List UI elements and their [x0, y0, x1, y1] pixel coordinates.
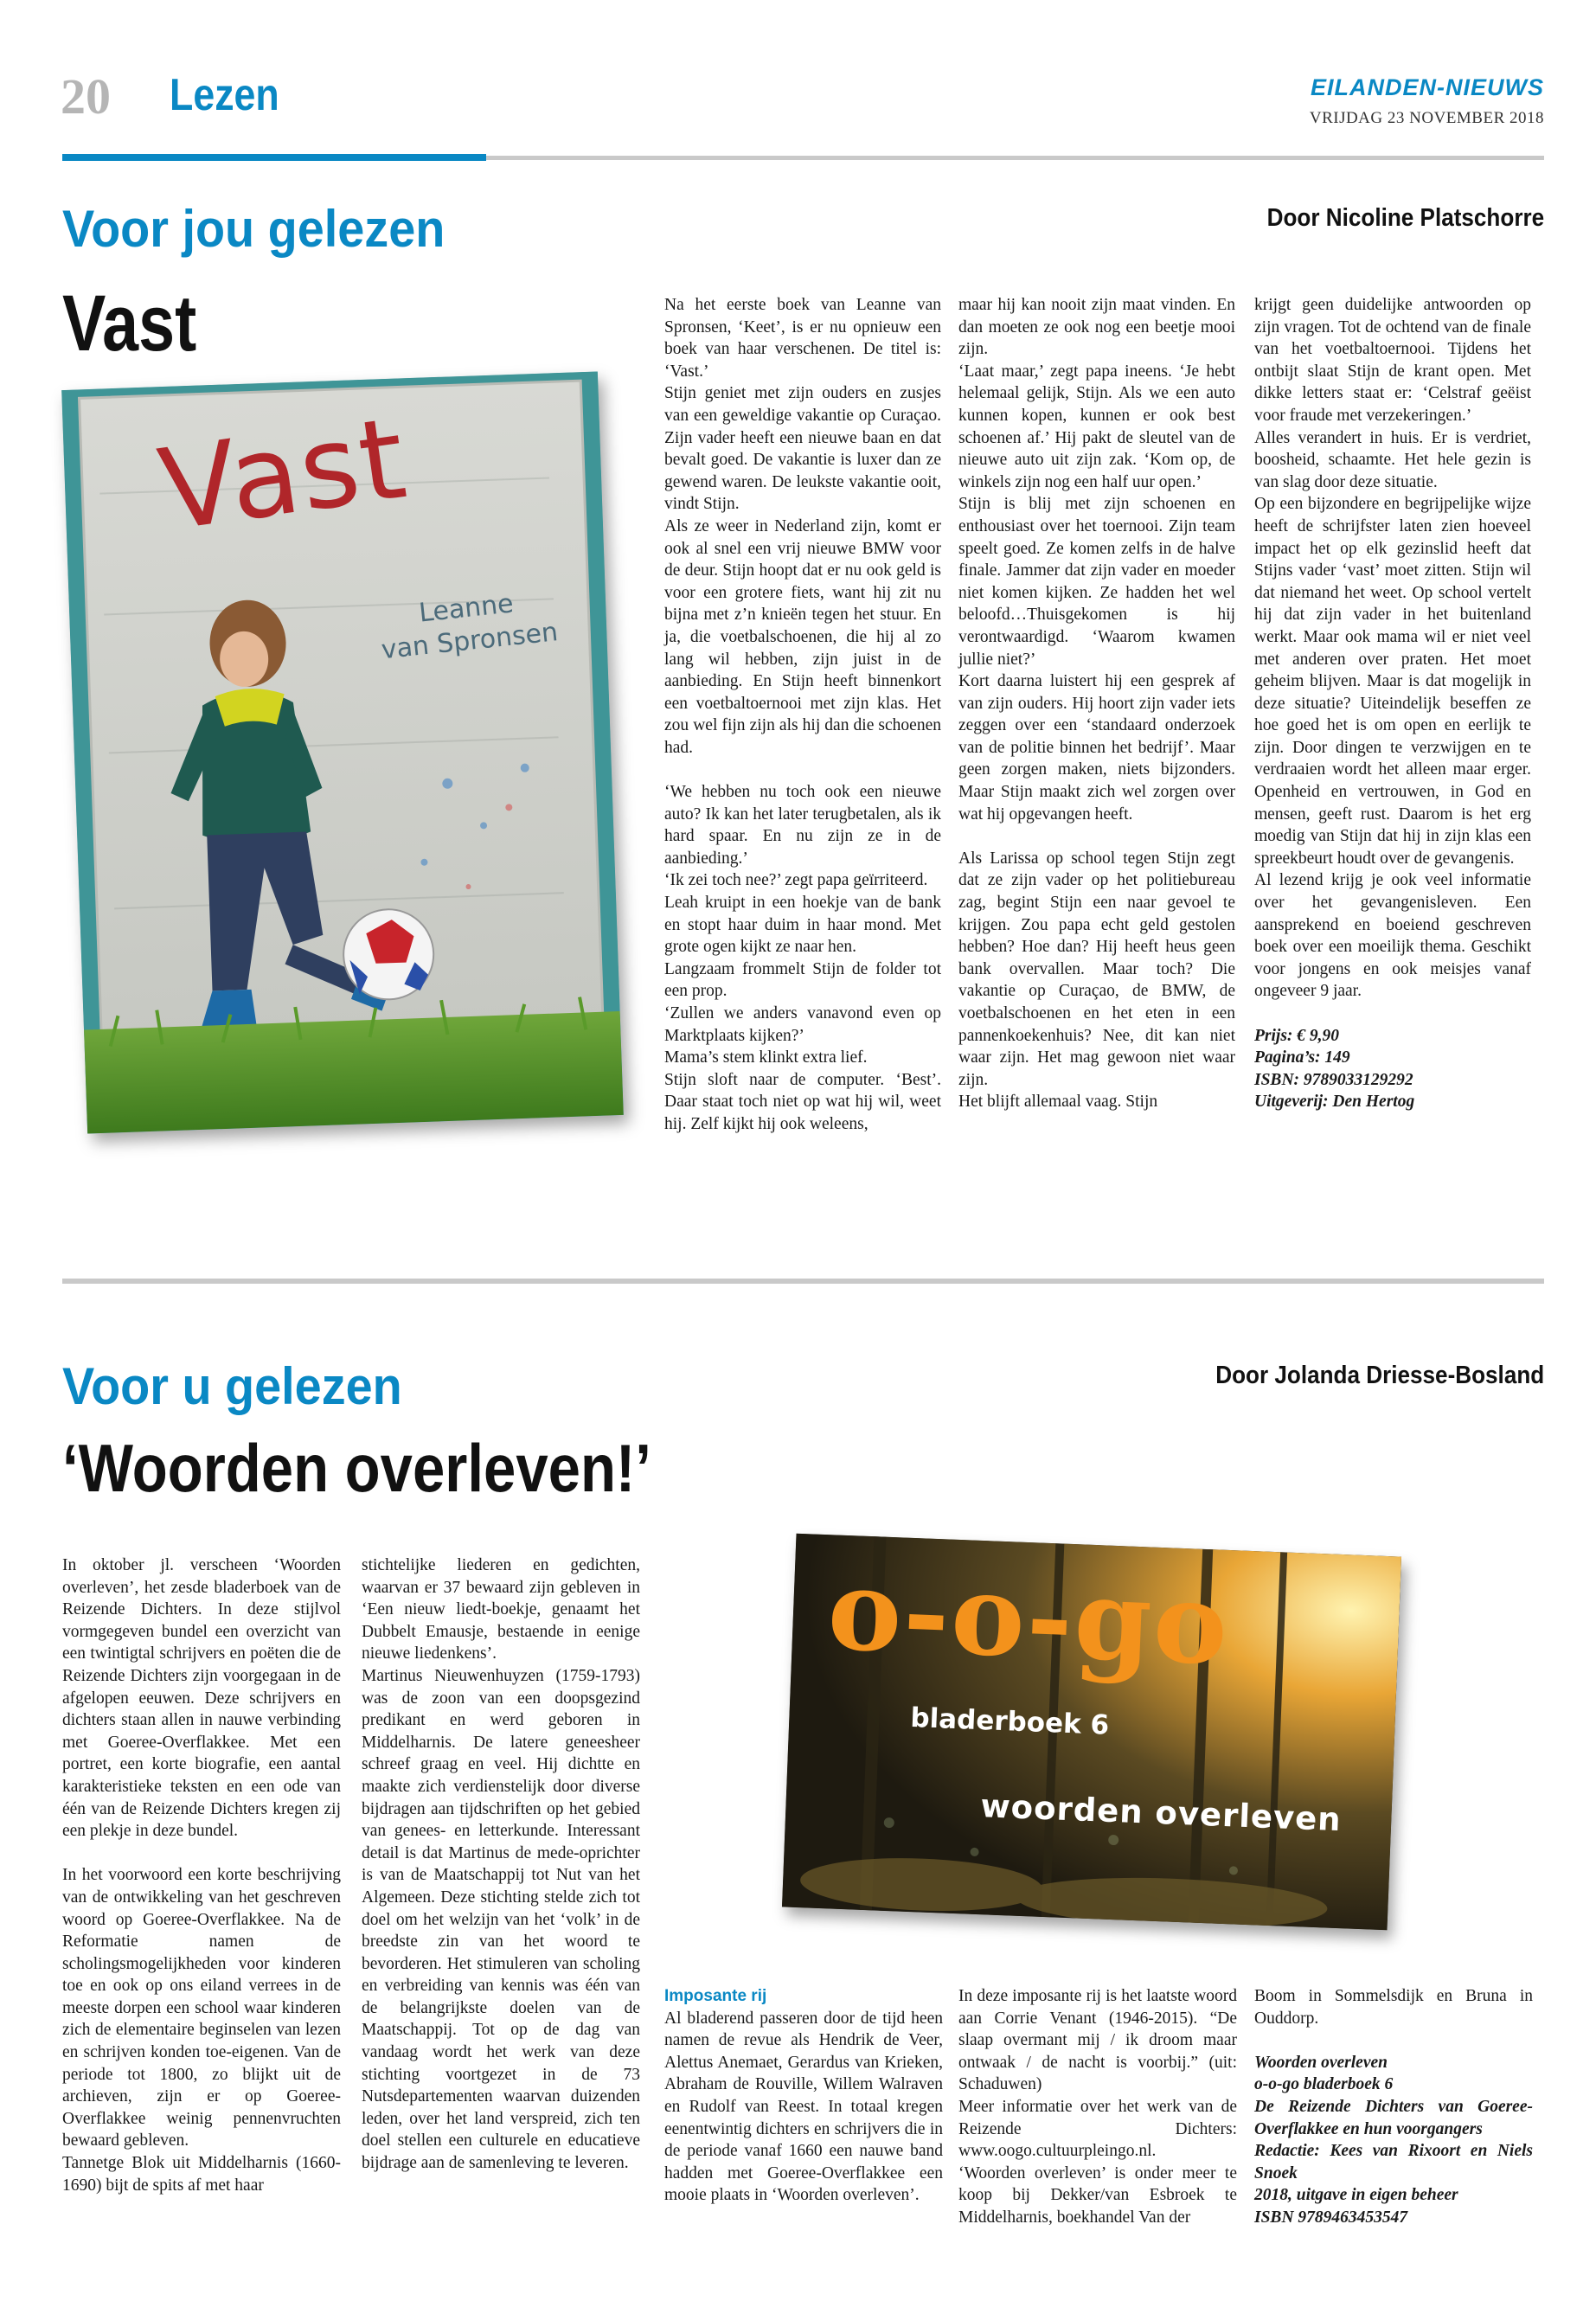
paragraph: In deze imposante rij is het laatste woord aan Corrie Venant (1946-2015). “De slaap overmant mij / ik droom maar ontwaak / de nacht is voorbij.” (uit: Schaduwen): [958, 1987, 1237, 2094]
article2-column-3: [664, 1985, 943, 2207]
paragraph: Stijn geniet met zijn ouders en zusjes van een geweldige vakantie op Curaçao. Zijn vader heeft een nieuwe baan en dat bevalt goed. De vakantie is luxer dan ze gewend waren. De leukste vakantie ooit, vindt Stijn.: [664, 384, 941, 514]
article1-column-2: [958, 294, 1235, 1113]
cover-volume: bladerboek 6: [909, 1702, 1110, 1741]
paragraph: krijgt geen duidelijke antwoorden op zijn vragen. Tot de ochtend van de finale van het voetbaltoernooi. Tijdens het ontbijt slaat Stijn de krant open. Met dikke letters staat er: ‘Celstraf geëist voor fraude met verzekeringen.’: [1254, 296, 1531, 425]
paragraph: Langzaam frommelt Stijn de folder tot een prop.: [664, 959, 941, 1001]
book-info-edition: 2018, uitgave in eigen beheer: [1254, 2186, 1458, 2205]
article2-byline: Door Jolanda Driesse-Bosland: [1215, 1362, 1544, 1389]
paragraph: ‘We hebben nu toch ook een nieuwe auto? Ik kan het later terugbetalen, als ik hard spaar. En nu zijn ze in de aanbieding.’: [664, 783, 941, 868]
cover-series-name: o-o-go: [825, 1545, 1232, 1690]
book-isbn: ISBN: 9789033129292: [1254, 1070, 1413, 1089]
article-divider: [62, 1279, 1544, 1284]
paragraph: Leah kruipt in een hoekje van de bank en stopt haar duim in haar mond. Met grote ogen kijkt ze naar hen.: [664, 894, 941, 957]
page-number: 20: [61, 68, 111, 125]
paragraph: Mama’s stem klinkt extra lief.: [664, 1048, 868, 1067]
paragraph: Na het eerste boek van Leanne van Spronsen, ‘Keet’, is er nu opnieuw een boek van haar verschenen. De titel is: ‘Vast.’: [664, 296, 941, 381]
paragraph: Alles verandert in huis. Er is verdriet, boosheid, schaamte. Het hele gezin is van slag door deze situatie.: [1254, 428, 1531, 491]
cover-author-line1: Leanne: [417, 588, 516, 629]
paragraph: Kort daarna luistert hij een gesprek af van zijn ouders. Hij hoort zijn vader iets zeggen over een ‘standaard onderzoek van de politie binnen het bedrijf’. Maar geen zorgen maken, niets bijzonders. Maar Stijn maakt zich wel zorgen over wat hij opgevangen heeft.: [958, 672, 1235, 824]
book-info-title: Woorden overleven: [1254, 2053, 1388, 2072]
book-cover-vast: [61, 371, 624, 1133]
paragraph: Meer informatie over het werk van de Reizende Dichters: www.oogo.cultuurpleingo.nl.: [958, 2097, 1237, 2161]
article1-byline: Door Nicoline Platschorre: [1266, 204, 1544, 232]
book-publisher: Uitgeverij: Den Hertog: [1254, 1093, 1415, 1112]
article2-column-1: [62, 1554, 341, 2196]
article1-kicker: Voor jou gelezen: [62, 200, 445, 258]
article2-column-5: [1254, 1985, 1533, 2229]
book-info-subtitle: De Reizende Dichters van Goeree-Overflakkee en hun voorgangers: [1254, 2097, 1533, 2138]
cover-subtitle: woorden overleven: [979, 1787, 1343, 1839]
book-info-series: o-o-go bladerboek 6: [1254, 2075, 1394, 2094]
paragraph: Martinus Nieuwenhuyzen (1759-1793) was de zoon van een doopsgezind predikant en werd geboren in Middelharnis. De latere geneesheer schreef graag en veel. Hij dichtte en maakte zich verdienstelijk door diverse bijdragen aan tijdschriften op het gebied van genees- en letterkunde. Interessant detail is dat Martinus de mede-oprichter is van de Maatschappij tot Nut van het Algemeen. Deze stichting stelde zich tot doel om het welzijn van het ‘volk’ in de breedste zin van het woord te bevorderen. Het stimuleren van scholing en verbreiding van kennis was één van de belangrijkste doelen van de Maatschappij. Tot op de dag van vandaag wordt het werk van deze stichting voortgezet in de 73 Nutsdepartementen waarvan duizenden leden, over het land verspreid, zich ten doel stellen een culturele en educatieve bijdrage aan de samenleving te leveren.: [362, 1666, 640, 2173]
paragraph: ‘Ik zei toch nee?’ zegt papa geïrriteerd.: [664, 871, 928, 890]
article2-title: ‘Woorden overleven!’: [62, 1430, 651, 1506]
article1-title: Vast: [62, 279, 197, 368]
issue-date: VRIJDAG 23 NOVEMBER 2018: [1309, 109, 1544, 127]
article2-kicker: Voor u gelezen: [62, 1357, 402, 1415]
article2-column-4: [958, 1985, 1237, 2229]
subheading: Imposante rij: [664, 1987, 767, 2005]
paragraph: In het voorwoord een korte beschrijving van de ontwikkeling van het geschreven woord op Goeree-Overflakkee. Na de Reformatie namen de scholingsmogelijkheden voor kinderen toe en ook op ons eiland verrees in de meeste dorpen een school waar kinderen zich de elementaire beginselen van lezen en schrijven konden toe-eigenen. Van de periode tot 1800, zo blijkt uit de archieven, zijn er op Goeree-Overflakkee weinig pennenvruchten bewaard gebleven.: [62, 1866, 341, 2150]
article1-column-1: [664, 294, 941, 1136]
paragraph: Al bladerend passeren door de tijd heen namen de revue als Hendrik de Veer, Alettus Anemaet, Gerardus van Krieken, Abraham de Rouville, Willem Walraven en Rudolf van Reest. In totaal kregen eenentwintig dichters en schrijvers die in de periode vanaf 1660 een nauwe band hadden met Goeree-Overflakkee een mooie plaats in ‘Woorden overleven’.: [664, 2009, 943, 2205]
publication-masthead: EILANDEN-NIEUWS: [1311, 74, 1544, 100]
cover-title: Vast: [151, 392, 415, 557]
paragraph: Als Larissa op school tegen Stijn zegt dat ze zijn vader op het politiebureau zag, begint Stijn een naar gevoel te krijgen. Zou papa echt geld gestolen hebben? Hoe dan? Hij heeft heus geen bank overvallen. Maar toch? Die vakantie op Curaçao, de BMW, de voetbalschoenen en het eten in een pannenkoekenhuis? Nee, dit kan niet waar zijn. Het mag gewoon niet waar zijn.: [958, 849, 1235, 1089]
section-label: Lezen: [170, 70, 279, 120]
book-cover-o-o-go: [782, 1534, 1401, 1931]
paragraph: Het blijft allemaal vaag. Stijn: [958, 1093, 1158, 1112]
paragraph: ‘Woorden overleven’ is onder meer te koop bij Dekker/van Esbroek te Middelharnis, boekhandel Van der: [958, 2163, 1237, 2227]
book-pages: Pagina’s: 149: [1254, 1048, 1350, 1067]
paragraph: ‘Zullen we anders vanavond even op Marktplaats kijken?’: [664, 1004, 941, 1045]
cover-author-line2: van Spronsen: [380, 617, 560, 666]
article2-column-2: [362, 1554, 640, 2175]
paragraph: Al lezend krijg je ook veel informatie over het gevangenisleven. Een aansprekend en boeiend geschreven boek over een moeilijk thema. Geschikt voor jongens en ook meisjes vanaf ongeveer 9 jaar.: [1254, 871, 1531, 1001]
paragraph: Als ze weer in Nederland zijn, komt er ook al snel een vrij nieuwe BMW voor de deur. Stijn hoopt dat er nu ook geld is voor een grotere fiets, want hij zit nu bijna met z’n knieën tegen het stuur. En ja, die voetbalschoenen, die hij al zo lang wil hebben, zijn juist in de aanbieding. En Stijn heeft binnenkort een voetbaltoernooi met zijn klas. Het zou wel fijn zijn als hij dan die schoenen had.: [664, 516, 941, 757]
paragraph: maar hij kan nooit zijn maat vinden. En dan moeten ze ook nog een beetje mooi zijn.: [958, 296, 1235, 359]
book-info-editors: Redactie: Kees van Rixoort en Niels Snoek: [1254, 2142, 1533, 2182]
book-info-isbn: ISBN 9789463453547: [1254, 2208, 1408, 2227]
paragraph: Tannetge Blok uit Middelharnis (1660-1690) bijt de spits af met haar: [62, 2154, 341, 2195]
paragraph: ‘Laat maar,’ zegt papa ineens. ‘Je hebt helemaal gelijk, Stijn. Als we een auto kunnen kopen, kunnen er ook best schoenen af.’ Hij pakt de sleutel van de nieuwe auto uit zijn zak. ‘Kom op, de winkels zijn nog een half uur open.’: [958, 362, 1235, 491]
paragraph: Op een bijzondere en begrijpelijke wijze heeft de schrijfster laten zien hoeveel impact het op elk gezinslid heeft dat Stijns vader ‘vast’ moet zitten. Stijn wil dat niemand het weet. Op school vertelt hij dat zijn vader in het buitenland werkt. Maar ook mama wil er niet veel met anderen over praten. Het moet geheim blijven. Maar is dat mogelijk in deze situatie? Uiteindelijk beseffen ze hoe goed het is om open en eerlijk te zijn. Door dingen te verzwijgen en te verdraaien wordt het alleen maar erger. Openheid en vertrouwen, in God en mensen, geeft rust. Daarom is het erg moedig van Stijn dat hij in zijn klas een spreekbeurt houdt over de gevangenis.: [1254, 495, 1531, 868]
paragraph: In oktober jl. verscheen ‘Woorden overleven’, het zesde bladerboek van de Reizende Dichters. In deze stijlvol vormgegeven bundel een overzicht van een twintigtal schrijvers en poëten die de Reizende Dichters zijn voorgegaan in de afgelopen eeuwen. Deze schrijvers en dichters staan allen in nauwe verbinding met Goeree-Overflakkee. Met een portret, een korte biografie, een aantal karakteristieke teksten en een ode van één van de Reizende Dichters kregen zij een plekje in deze bundel.: [62, 1556, 341, 1841]
paragraph: Stijn is blij met zijn schoenen en enthousiast over het toernooi. Zijn team speelt goed. Ze komen zelfs in de halve finale. Jammer dat zijn vader en moeder niet komen kijken. Ze hadden het wel beloofd…Thuisgekomen is hij verontwaardigd. ‘Waarom kwamen jullie niet?’: [958, 495, 1235, 669]
article1-column-3: [1254, 294, 1531, 1113]
paragraph: stichtelijke liederen en gedichten, waarvan er 37 bewaard zijn gebleven in ‘Een nieuw liedt-boekje, genaamt het Dubbelt Emausje, bestaende in eenige nieuwe liedenkens’.: [362, 1556, 640, 1663]
book-price: Prijs: € 9,90: [1254, 1026, 1340, 1045]
paragraph: Boom in Sommelsdijk en Bruna in Ouddorp.: [1254, 1987, 1533, 2028]
header-rule: [486, 156, 1544, 160]
header-rule-accent: [62, 154, 486, 161]
paragraph: Stijn sloft naar de computer. ‘Best’. Daar staat toch niet op wat hij wil, weet hij. Zelf kijkt hij ook weleens,: [664, 1070, 941, 1133]
